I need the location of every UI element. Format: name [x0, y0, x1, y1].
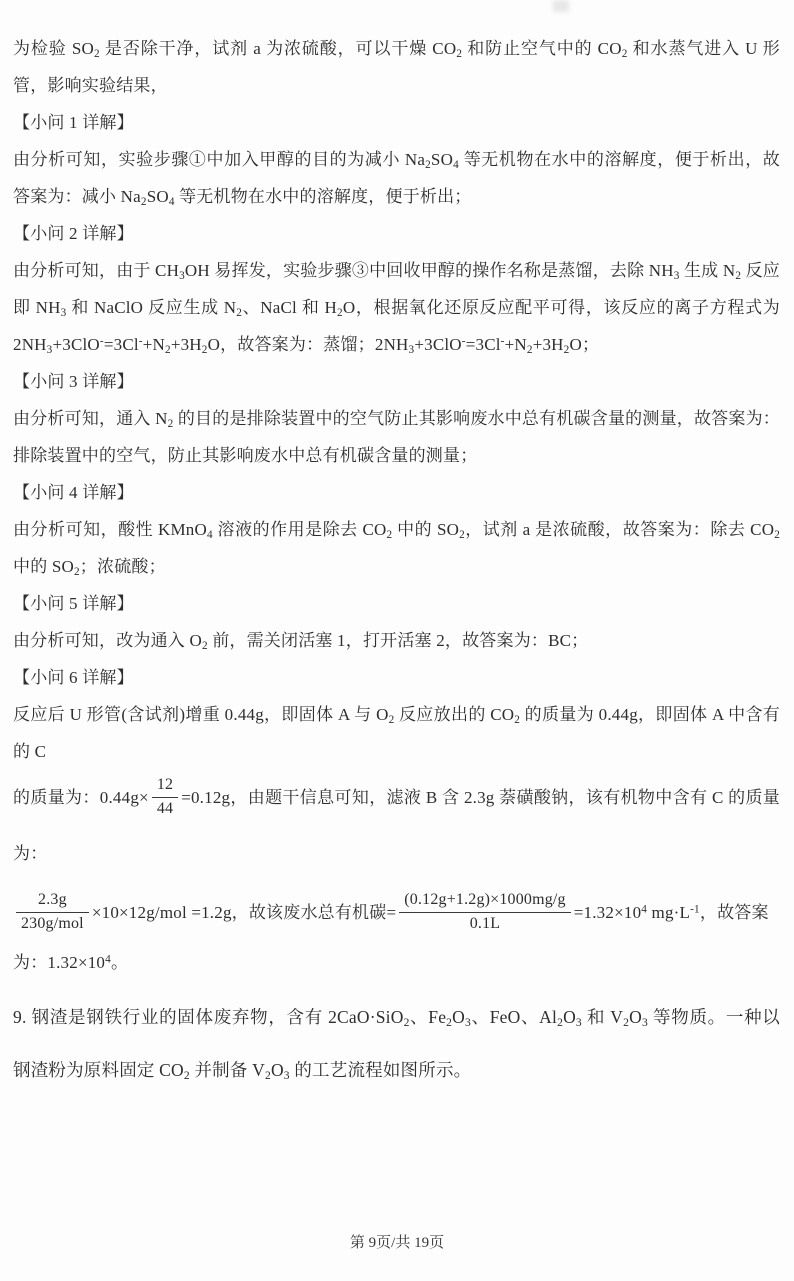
subscript: 3 — [465, 1017, 471, 1030]
subscript: 2 — [386, 529, 393, 542]
subscript: 2 — [459, 529, 465, 542]
subscript: 2 — [388, 714, 395, 727]
subscript: 4 — [168, 196, 175, 209]
superscript: -1 — [690, 903, 700, 916]
subscript: 2 — [774, 529, 780, 542]
subq5-answer: 由分析可知，改为通入 $O_2$ 前，需关闭活塞 1，打开活塞 2，故答案为：BC； — [13, 631, 589, 653]
subscript: 2 — [621, 48, 628, 61]
subscript: 2 — [735, 270, 742, 283]
subq3-header: 【小问 3 详解】 — [13, 372, 134, 391]
subscript: 4 — [453, 159, 459, 172]
subscript: 2 — [264, 1070, 271, 1083]
subq5-header: 【小问 5 详解】 — [13, 594, 134, 613]
subscript: 3 — [641, 1017, 648, 1030]
subscript: 2 — [183, 1070, 190, 1083]
subscript: 3 — [46, 344, 53, 357]
subscript: 2 — [201, 640, 208, 653]
scan-artifact — [553, 0, 569, 12]
subscript: 2 — [403, 1017, 410, 1030]
subq1-answer: 由分析可知，实验步骤①中加入甲醇的目的为减小 $Na_2SO_4$ 等无机物在水中的溶解度，便于析出，故答案为：减小 $Na_2SO_4$ 等无机物在水中的溶解度，便于析出； — [13, 150, 780, 209]
subq6-answer-line1: 反应后 U 形管(含试剂)增重 0.44g，即固体 A 与 $O_2$ 反应放出的 $CO_2$ 的质量为 0.44g，即固体 A 中含有的 C — [13, 705, 780, 761]
page-footer — [0, 1231, 794, 1252]
subq6-formula-line2: $\frac{2.3g}{\text{230g/mol}}$ ×10×12g/mol =1.2g，故该废水总有机碳= $\frac{(0.12g+1.2g)\times 1000mg/g}{0.1L}$ $=1.32\times 10^4$ $mg\cdot L^{-1}$，故答案 — [13, 882, 780, 944]
page-number: 第 9页/共 19页 — [349, 1235, 445, 1251]
subq2-answer: 由分析可知，由于 $CH_3OH$ 易挥发，实验步骤③中回收甲醇的操作名称是蒸馏，去除 $NH_3$ 生成 $N_2$ 反应即 $NH_3$ 和 NaClO 反应生成 $N_2$、NaCl 和 $H_2O$，根据氧化还原反应配平可得，该反应的离子方程式为 $2NH_3+3ClO^-=3Cl^-+N_2+3H_2O$，故答案为：蒸馏；$2NH_3+3ClO^-=3Cl^-+N_2+3H_2O$； — [13, 261, 780, 357]
subscript: 2 — [93, 48, 100, 61]
subq6-result-line: 为：$1.32\times 10^4$。 — [13, 953, 129, 972]
subscript: 2 — [425, 159, 431, 172]
subscript: 2 — [446, 1017, 453, 1030]
subscript: 3 — [283, 1070, 290, 1083]
subscript: 3 — [179, 270, 185, 283]
intro-paragraph: 为检验 $SO_2$ 是否除干净，试剂 a 为浓硫酸，可以干燥 $CO_2$ 和防止空气中的 $CO_2$ 和水蒸气进入 U 形管，影响实验结果， — [13, 39, 780, 95]
superscript: - — [461, 335, 466, 348]
subscript: 2 — [526, 344, 533, 357]
subscript: 2 — [557, 1017, 564, 1030]
subscript: 2 — [456, 48, 463, 61]
subscript: 2 — [140, 196, 147, 209]
superscript: 4 — [641, 903, 648, 916]
subscript: 2 — [623, 1017, 630, 1030]
subq1-header: 【小问 1 详解】 — [13, 113, 134, 132]
superscript: - — [99, 335, 104, 348]
subq4-header: 【小问 4 详解】 — [13, 483, 134, 502]
question-9: 9. 钢渣是钢铁行业的固体废弃物，含有 2CaO·SiO$_2$、$Fe_2O_3$、FeO、$Al_2O_3$ 和 $V_2O_3$ 等物质。一种以钢渣粉为原料固定 $CO_2$ 并制备 $V_2O_3$ 的工艺流程如图所示。 — [13, 1007, 780, 1083]
subscript: 2 — [167, 418, 174, 431]
subscript: 2 — [201, 344, 208, 357]
subscript: 3 — [673, 270, 680, 283]
subscript: 2 — [514, 714, 521, 727]
subq3-answer: 由分析可知，通入 $N_2$ 的目的是排除装置中的空气防止其影响废水中总有机碳含量的测量，故答案为：排除装置中的空气，防止其影响废水中总有机碳含量的测量； — [13, 409, 781, 465]
fraction: $\frac{12}{44}$ — [152, 775, 178, 820]
subscript: 2 — [165, 344, 171, 357]
fraction: $\frac{2.3g}{\text{230g/mol}}$ — [16, 890, 89, 935]
subscript: 4 — [206, 529, 213, 542]
subq4-answer: 由分析可知，酸性 KMnO$_4$ 溶液的作用是除去 $CO_2$ 中的 $SO_2$，试剂 a 是浓硫酸，故答案为：除去 $CO_2$ 中的 $SO_2$；浓硫酸； — [13, 520, 780, 579]
subscript: 2 — [337, 307, 343, 320]
subscript: 3 — [575, 1017, 582, 1030]
subscript: 3 — [60, 307, 67, 320]
subq6-header: 【小问 6 详解】 — [13, 668, 134, 687]
fraction: $\frac{(0.12g+1.2g)\times 1000mg/g}{0.1L}$ — [399, 890, 571, 935]
superscript: 4 — [105, 953, 111, 966]
subq2-header: 【小问 2 详解】 — [13, 224, 134, 243]
superscript: - — [500, 335, 505, 348]
subscript: 3 — [408, 344, 415, 357]
subscript: 2 — [563, 344, 570, 357]
superscript: - — [138, 335, 143, 348]
subscript: 2 — [236, 307, 243, 320]
subq6-formula-line1: 的质量为：0.44g× $\frac{12}{44}$ =0.12g，由题干信息可知，滤液 B 含 2.3g 萘磺酸钠，该有机物中含有 C 的质量为： — [13, 775, 780, 863]
subscript: 2 — [73, 566, 80, 579]
